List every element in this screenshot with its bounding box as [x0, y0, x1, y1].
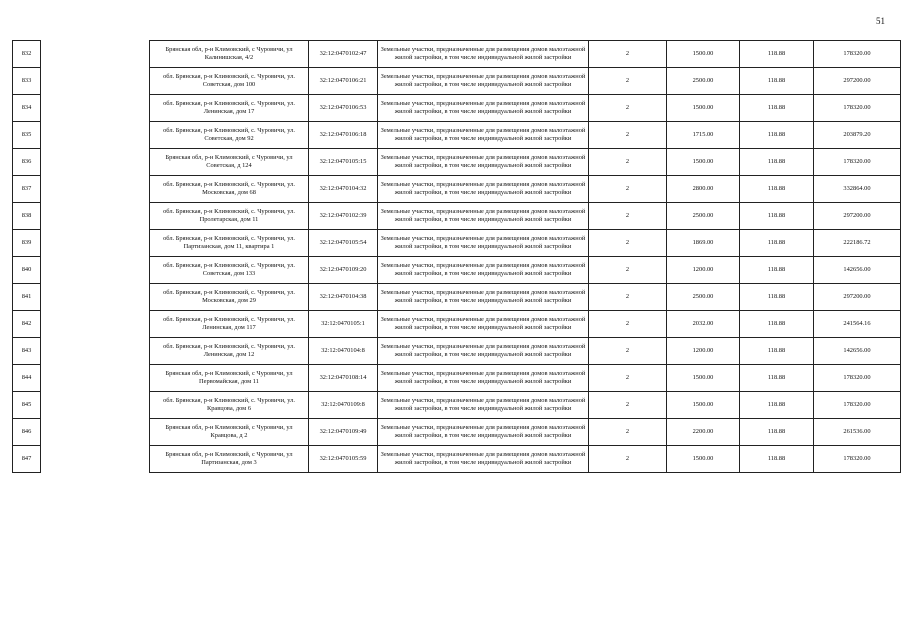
permitted-use-cell: Земельные участки, предназначенные для размещения домов малоэтажной жилой застройки, в том числе индивидуальной жилой застройки — [378, 257, 589, 284]
group-cell: 2 — [589, 122, 667, 149]
table-row — [13, 365, 901, 392]
blank-cell — [41, 311, 150, 338]
table-row — [13, 446, 901, 473]
cadastral-number-cell: 32:12:0470105:1 — [309, 311, 378, 338]
permitted-use-cell: Земельные участки, предназначенные для размещения домов малоэтажной жилой застройки, в том числе индивидуальной жилой застройки — [378, 311, 589, 338]
group-cell: 2 — [589, 392, 667, 419]
area-cell: 2032.00 — [667, 311, 740, 338]
cadastral-value-cell: 261536.00 — [814, 419, 901, 446]
specific-value-cell: 118.88 — [740, 41, 814, 68]
cadastral-number-cell: 32:12:0470104:32 — [309, 176, 378, 203]
address-cell: Брянская обл, р-н Климовский, с Чуровичи, ул Кравцова, д 2 — [150, 419, 309, 446]
row-number-cell: 843 — [13, 338, 41, 365]
address-cell: обл. Брянская, р-н Климовский, с. Чуровичи, ул. Советская, дом 100 — [150, 68, 309, 95]
specific-value-cell: 118.88 — [740, 419, 814, 446]
permitted-use-cell: Земельные участки, предназначенные для размещения домов малоэтажной жилой застройки, в том числе индивидуальной жилой застройки — [378, 392, 589, 419]
table-row — [13, 419, 901, 446]
table-row — [13, 203, 901, 230]
blank-cell — [41, 230, 150, 257]
row-number-cell: 844 — [13, 365, 41, 392]
table-row — [13, 392, 901, 419]
permitted-use-cell: Земельные участки, предназначенные для размещения домов малоэтажной жилой застройки, в том числе индивидуальной жилой застройки — [378, 338, 589, 365]
blank-cell — [41, 95, 150, 122]
cadastral-number-cell: 32:12:0470109:49 — [309, 419, 378, 446]
group-cell: 2 — [589, 338, 667, 365]
blank-cell — [41, 419, 150, 446]
table-row — [13, 176, 901, 203]
permitted-use-cell: Земельные участки, предназначенные для размещения домов малоэтажной жилой застройки, в том числе индивидуальной жилой застройки — [378, 41, 589, 68]
row-number-cell: 841 — [13, 284, 41, 311]
address-cell: Брянская обл, р-н Климовский, с Чуровичи, ул Калинишская, 4/2 — [150, 41, 309, 68]
table-row — [13, 338, 901, 365]
cadastral-number-cell: 32:12:0470104:38 — [309, 284, 378, 311]
address-cell: обл. Брянская, р-н Климовский, с. Чуровичи, ул. Московская, дом 68 — [150, 176, 309, 203]
table-row — [13, 230, 901, 257]
permitted-use-cell: Земельные участки, предназначенные для размещения домов малоэтажной жилой застройки, в том числе индивидуальной жилой застройки — [378, 446, 589, 473]
cadastral-value-cell: 178320.00 — [814, 95, 901, 122]
area-cell: 1500.00 — [667, 446, 740, 473]
cadastral-value-cell: 142656.00 — [814, 257, 901, 284]
area-cell: 1500.00 — [667, 149, 740, 176]
row-number-cell: 840 — [13, 257, 41, 284]
specific-value-cell: 118.88 — [740, 392, 814, 419]
address-cell: обл. Брянская, р-н Климовский, с. Чуровичи, ул. Советская, дом 92 — [150, 122, 309, 149]
table-row — [13, 122, 901, 149]
cadastral-value-cell: 332864.00 — [814, 176, 901, 203]
area-cell: 2500.00 — [667, 68, 740, 95]
area-cell: 2200.00 — [667, 419, 740, 446]
group-cell: 2 — [589, 230, 667, 257]
area-cell: 1500.00 — [667, 95, 740, 122]
permitted-use-cell: Земельные участки, предназначенные для размещения домов малоэтажной жилой застройки, в том числе индивидуальной жилой застройки — [378, 230, 589, 257]
cadastral-value-cell: 142656.00 — [814, 338, 901, 365]
blank-cell — [41, 68, 150, 95]
cadastral-number-cell: 32:12:0470108:14 — [309, 365, 378, 392]
cadastral-value-cell: 222186.72 — [814, 230, 901, 257]
row-number-cell: 842 — [13, 311, 41, 338]
specific-value-cell: 118.88 — [740, 338, 814, 365]
row-number-cell: 846 — [13, 419, 41, 446]
cadastral-number-cell: 32:12:0470106:18 — [309, 122, 378, 149]
row-number-cell: 834 — [13, 95, 41, 122]
land-plots-table — [12, 40, 901, 473]
cadastral-value-cell: 178320.00 — [814, 149, 901, 176]
permitted-use-cell: Земельные участки, предназначенные для размещения домов малоэтажной жилой застройки, в том числе индивидуальной жилой застройки — [378, 203, 589, 230]
table-row — [13, 311, 901, 338]
group-cell: 2 — [589, 419, 667, 446]
group-cell: 2 — [589, 176, 667, 203]
blank-cell — [41, 338, 150, 365]
cadastral-value-cell: 178320.00 — [814, 392, 901, 419]
cadastral-number-cell: 32:12:0470106:21 — [309, 68, 378, 95]
permitted-use-cell: Земельные участки, предназначенные для размещения домов малоэтажной жилой застройки, в том числе индивидуальной жилой застройки — [378, 176, 589, 203]
group-cell: 2 — [589, 311, 667, 338]
area-cell: 1200.00 — [667, 257, 740, 284]
address-cell: Брянская обл, р-н Климовский, с Чуровичи, ул Советская, д 124 — [150, 149, 309, 176]
table-row — [13, 68, 901, 95]
cadastral-number-cell: 32:12:0470105:59 — [309, 446, 378, 473]
blank-cell — [41, 122, 150, 149]
cadastral-value-cell: 178320.00 — [814, 446, 901, 473]
blank-cell — [41, 203, 150, 230]
group-cell: 2 — [589, 68, 667, 95]
cadastral-number-cell: 32:12:0470102:39 — [309, 203, 378, 230]
specific-value-cell: 118.88 — [740, 365, 814, 392]
permitted-use-cell: Земельные участки, предназначенные для размещения домов малоэтажной жилой застройки, в том числе индивидуальной жилой застройки — [378, 284, 589, 311]
address-cell: обл. Брянская, р-н Климовский, с. Чуровичи, ул. Советская, дом 133 — [150, 257, 309, 284]
cadastral-number-cell: 32:12:0470106:53 — [309, 95, 378, 122]
table-body — [13, 41, 901, 473]
group-cell: 2 — [589, 284, 667, 311]
cadastral-number-cell: 32:12:0470109:8 — [309, 392, 378, 419]
cadastral-number-cell: 32:12:0470102:47 — [309, 41, 378, 68]
row-number-cell: 837 — [13, 176, 41, 203]
row-number-cell: 847 — [13, 446, 41, 473]
cadastral-number-cell: 32:12:0470104:8 — [309, 338, 378, 365]
area-cell: 1869.00 — [667, 230, 740, 257]
table-row — [13, 41, 901, 68]
address-cell: обл. Брянская, р-н Климовский, с. Чуровичи, ул. Московская, дом 29 — [150, 284, 309, 311]
cadastral-value-cell: 203879.20 — [814, 122, 901, 149]
specific-value-cell: 118.88 — [740, 122, 814, 149]
area-cell: 1715.00 — [667, 122, 740, 149]
specific-value-cell: 118.88 — [740, 176, 814, 203]
row-number-cell: 838 — [13, 203, 41, 230]
cadastral-number-cell: 32:12:0470105:54 — [309, 230, 378, 257]
address-cell: Брянская обл, р-н Климовский, с Чуровичи, ул Партизанская, дом 3 — [150, 446, 309, 473]
row-number-cell: 845 — [13, 392, 41, 419]
group-cell: 2 — [589, 95, 667, 122]
address-cell: обл. Брянская, р-н Климовский, с. Чуровичи, ул. Кравцова, дом 6 — [150, 392, 309, 419]
permitted-use-cell: Земельные участки, предназначенные для размещения домов малоэтажной жилой застройки, в том числе индивидуальной жилой застройки — [378, 419, 589, 446]
blank-cell — [41, 149, 150, 176]
cadastral-number-cell: 32:12:0470105:15 — [309, 149, 378, 176]
table-row — [13, 284, 901, 311]
specific-value-cell: 118.88 — [740, 68, 814, 95]
address-cell: обл. Брянская, р-н Климовский, с. Чуровичи, ул. Ленинская, дом 12 — [150, 338, 309, 365]
area-cell: 1500.00 — [667, 392, 740, 419]
specific-value-cell: 118.88 — [740, 95, 814, 122]
specific-value-cell: 118.88 — [740, 446, 814, 473]
row-number-cell: 836 — [13, 149, 41, 176]
group-cell: 2 — [589, 203, 667, 230]
address-cell: Брянская обл, р-н Климовский, с Чуровичи, ул Первомайская, дом 11 — [150, 365, 309, 392]
area-cell: 2500.00 — [667, 203, 740, 230]
permitted-use-cell: Земельные участки, предназначенные для размещения домов малоэтажной жилой застройки, в том числе индивидуальной жилой застройки — [378, 95, 589, 122]
permitted-use-cell: Земельные участки, предназначенные для размещения домов малоэтажной жилой застройки, в том числе индивидуальной жилой застройки — [378, 122, 589, 149]
blank-cell — [41, 41, 150, 68]
address-cell: обл. Брянская, р-н Климовский, с. Чуровичи, ул. Пролетарская, дом 11 — [150, 203, 309, 230]
group-cell: 2 — [589, 365, 667, 392]
row-number-cell: 832 — [13, 41, 41, 68]
specific-value-cell: 118.88 — [740, 230, 814, 257]
cadastral-value-cell: 178320.00 — [814, 41, 901, 68]
specific-value-cell: 118.88 — [740, 149, 814, 176]
cadastral-value-cell: 178320.00 — [814, 365, 901, 392]
cadastral-value-cell: 297200.00 — [814, 203, 901, 230]
area-cell: 1500.00 — [667, 365, 740, 392]
blank-cell — [41, 257, 150, 284]
page-number: 51 — [876, 16, 885, 26]
specific-value-cell: 118.88 — [740, 257, 814, 284]
blank-cell — [41, 284, 150, 311]
address-cell: обл. Брянская, р-н Климовский, с. Чуровичи, ул. Ленинская, дом 17 — [150, 95, 309, 122]
table-row — [13, 95, 901, 122]
row-number-cell: 833 — [13, 68, 41, 95]
row-number-cell: 839 — [13, 230, 41, 257]
blank-cell — [41, 365, 150, 392]
cadastral-number-cell: 32:12:0470109:20 — [309, 257, 378, 284]
permitted-use-cell: Земельные участки, предназначенные для размещения домов малоэтажной жилой застройки, в том числе индивидуальной жилой застройки — [378, 68, 589, 95]
address-cell: обл. Брянская, р-н Климовский, с. Чуровичи, ул. Ленинская, дом 117 — [150, 311, 309, 338]
area-cell: 2800.00 — [667, 176, 740, 203]
address-cell: обл. Брянская, р-н Климовский, с. Чуровичи, ул. Партизанская, дом 11, квартира 1 — [150, 230, 309, 257]
cadastral-value-cell: 297200.00 — [814, 68, 901, 95]
area-cell: 1500.00 — [667, 41, 740, 68]
cadastral-value-cell: 297200.00 — [814, 284, 901, 311]
specific-value-cell: 118.88 — [740, 311, 814, 338]
row-number-cell: 835 — [13, 122, 41, 149]
blank-cell — [41, 446, 150, 473]
blank-cell — [41, 176, 150, 203]
area-cell: 2500.00 — [667, 284, 740, 311]
blank-cell — [41, 392, 150, 419]
cadastral-value-cell: 241564.16 — [814, 311, 901, 338]
permitted-use-cell: Земельные участки, предназначенные для размещения домов малоэтажной жилой застройки, в том числе индивидуальной жилой застройки — [378, 365, 589, 392]
specific-value-cell: 118.88 — [740, 284, 814, 311]
group-cell: 2 — [589, 41, 667, 68]
permitted-use-cell: Земельные участки, предназначенные для размещения домов малоэтажной жилой застройки, в том числе индивидуальной жилой застройки — [378, 149, 589, 176]
table-row — [13, 149, 901, 176]
group-cell: 2 — [589, 446, 667, 473]
specific-value-cell: 118.88 — [740, 203, 814, 230]
group-cell: 2 — [589, 257, 667, 284]
group-cell: 2 — [589, 149, 667, 176]
table-row — [13, 257, 901, 284]
area-cell: 1200.00 — [667, 338, 740, 365]
